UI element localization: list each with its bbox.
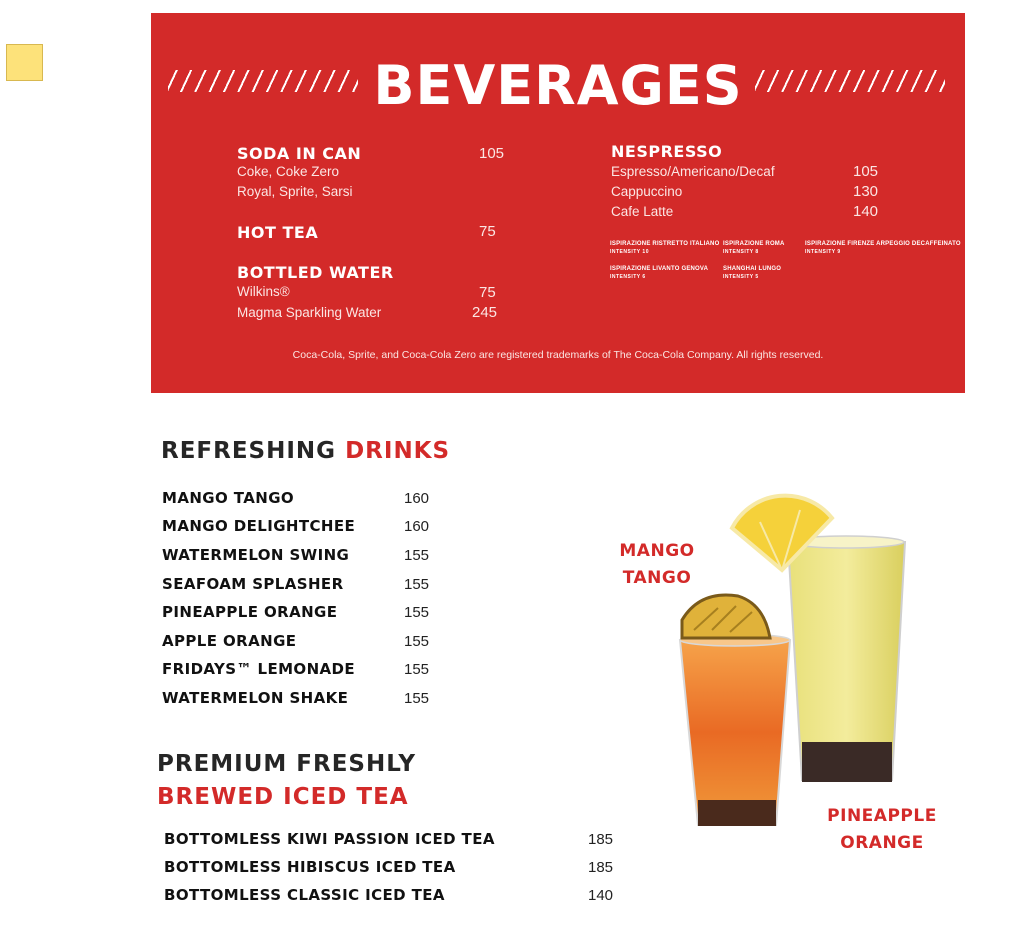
refreshing-title-a: REFRESHING xyxy=(161,438,337,464)
nespresso-item-name: Cappuccino xyxy=(611,184,683,199)
soda-price: 105 xyxy=(479,145,505,162)
capsule-name: ISPIRAZIONE FIRENZE ARPEGGIO DECAFFEINATO xyxy=(805,241,961,247)
pineapple-orange-glass xyxy=(788,536,905,782)
iced-tea-name: BOTTOMLESS KIWI PASSION ICED TEA xyxy=(164,830,495,848)
drink-name: WATERMELON SWING xyxy=(162,546,350,564)
capsule-name: SHANGHAI LUNGO xyxy=(723,266,782,272)
hot-tea-price: 75 xyxy=(479,223,496,240)
water-heading: BOTTLED WATER xyxy=(237,263,394,282)
beverages-title: BEVERAGES xyxy=(373,54,743,117)
drinks-photo xyxy=(660,480,920,870)
nespresso-item-name: Cafe Latte xyxy=(611,204,674,219)
mango-label-line2: TANGO xyxy=(622,568,692,588)
drink-price: 155 xyxy=(404,661,430,678)
soda-heading: SODA IN CAN xyxy=(237,144,362,163)
water-item-price: 245 xyxy=(472,304,498,321)
capsule-name: ISPIRAZIONE ROMA xyxy=(723,241,785,247)
iced-tea-price: 185 xyxy=(588,831,614,848)
mango-label-line1: MANGO xyxy=(619,541,695,561)
iced-tea-name: BOTTOMLESS CLASSIC ICED TEA xyxy=(164,886,445,904)
soda-line2: Royal, Sprite, Sarsi xyxy=(237,184,353,199)
drink-name: MANGO DELIGHTCHEE xyxy=(162,517,356,535)
capsule-info xyxy=(805,241,961,255)
drink-price: 160 xyxy=(404,518,430,535)
iced-tea-name: BOTTOMLESS HIBISCUS ICED TEA xyxy=(164,858,456,876)
capsule-intensity: INTENSITY 6 xyxy=(610,274,646,280)
capsule-info xyxy=(723,266,781,280)
iced-tea-title-a: PREMIUM FRESHLY xyxy=(157,751,416,777)
drink-name: FRIDAYS™ LEMONADE xyxy=(162,660,356,678)
drink-price: 155 xyxy=(404,576,430,593)
sticky-note[interactable] xyxy=(6,44,43,81)
drink-name: APPLE ORANGE xyxy=(162,632,297,650)
nespresso-item-price: 140 xyxy=(853,203,879,220)
capsule-info xyxy=(610,241,719,255)
refreshing-title-b: DRINKS xyxy=(345,438,451,464)
capsule-intensity: INTENSITY 5 xyxy=(723,274,759,280)
drink-name: MANGO TANGO xyxy=(162,489,295,507)
water-item-price: 75 xyxy=(479,284,496,301)
capsule-info xyxy=(610,266,708,280)
nespresso-item-price: 130 xyxy=(853,183,879,200)
drink-name: PINEAPPLE ORANGE xyxy=(162,603,338,621)
water-item-name: Wilkins® xyxy=(237,284,290,299)
drink-name: SEAFOAM SPLASHER xyxy=(162,575,344,593)
iced-tea-price: 140 xyxy=(588,887,614,904)
water-item-name: Magma Sparkling Water xyxy=(237,305,382,320)
beverages-panel xyxy=(151,13,965,393)
capsule-intensity: INTENSITY 9 xyxy=(805,249,841,255)
pine-label-line2: ORANGE xyxy=(840,833,924,853)
nespresso-item-name: Espresso/Americano/Decaf xyxy=(611,164,775,179)
iced-tea-title-b: BREWED ICED TEA xyxy=(157,784,409,810)
drink-price: 155 xyxy=(404,604,430,621)
hot-tea-heading: HOT TEA xyxy=(237,223,319,242)
drink-price: 160 xyxy=(404,490,430,507)
pineapple-wedge xyxy=(682,595,770,638)
drink-name: WATERMELON SHAKE xyxy=(162,689,349,707)
capsule-name: ISPIRAZIONE RISTRETTO ITALIANO xyxy=(610,241,720,247)
drink-price: 155 xyxy=(404,633,430,650)
nespresso-heading: NESPRESSO xyxy=(611,142,723,161)
capsule-intensity: INTENSITY 10 xyxy=(610,249,649,255)
hatch-decoration-right xyxy=(755,70,945,92)
refreshing-title xyxy=(161,438,450,464)
nespresso-item-price: 105 xyxy=(853,163,879,180)
pine-label-line1: PINEAPPLE xyxy=(827,806,937,826)
soda-line1: Coke, Coke Zero xyxy=(237,164,340,179)
capsule-info xyxy=(723,241,785,255)
drink-price: 155 xyxy=(404,547,430,564)
capsule-name: ISPIRAZIONE LIVANTO GENOVA xyxy=(610,266,709,272)
drink-price: 155 xyxy=(404,690,430,707)
iced-tea-price: 185 xyxy=(588,859,614,876)
mango-tango-glass xyxy=(680,634,790,826)
trademark-disclaimer: Coca-Cola, Sprite, and Coca-Cola Zero are registered trademarks of The Coca-Cola Company. All rights reserved. xyxy=(292,349,824,361)
capsule-intensity: INTENSITY 8 xyxy=(723,249,759,255)
